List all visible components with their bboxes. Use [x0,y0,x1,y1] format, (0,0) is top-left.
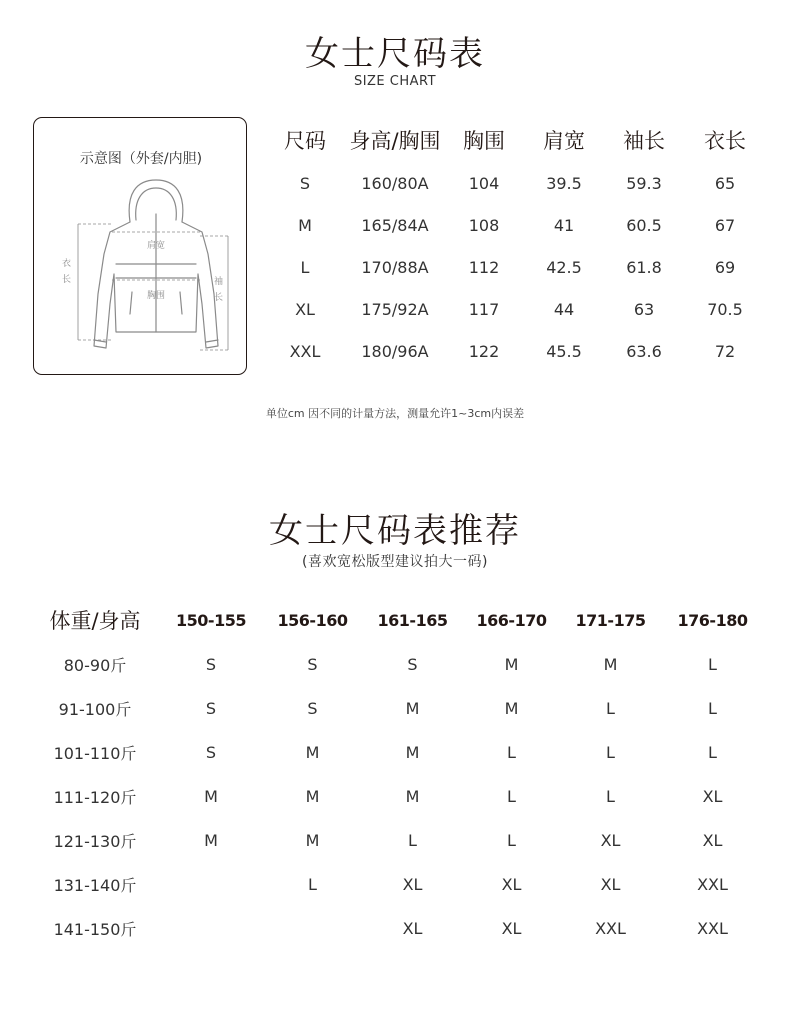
header-height-range: 156-160 [277,610,348,630]
size-cell: L [708,698,717,718]
size-cell: XXL [697,874,728,894]
table-cell: 69 [714,257,736,277]
size-cell: L [606,698,615,718]
size-cell [262,906,363,950]
size-cell: M [305,830,320,850]
header-weight-height: 体重/身高 [49,609,141,633]
size-cell [160,906,262,950]
header-height-range: 176-180 [677,610,748,630]
table-row [265,204,767,246]
size-cell: M [204,786,218,806]
table-cell: 108 [468,215,500,235]
table-cell: 44 [553,299,575,319]
table-row [265,288,767,330]
header-sleeve: 袖长 [623,129,665,153]
table-cell: 39.5 [546,173,582,193]
table-row [30,862,765,906]
table-row [30,686,765,730]
shoulder-label: 肩宽 [146,241,166,251]
size-cell: XL [402,874,423,894]
recommendation-header-row [30,598,765,642]
size-cell: L [606,742,615,762]
chest-label: 胸围 [146,291,166,301]
table-row [30,730,765,774]
size-cell: XL [702,830,723,850]
table-cell: 122 [468,341,500,361]
table-cell: 65 [714,173,736,193]
size-cell: XXL [595,918,626,938]
diagram-caption: 示意图（外套/内胆) [79,151,203,167]
weight-range-cell: 111-120斤 [53,787,137,807]
table-cell: L [300,257,310,277]
table-cell: 170/88A [361,257,429,277]
page-subtitle: SIZE CHART [353,74,437,89]
jacket-illustration [50,174,240,364]
table-row [265,162,767,204]
weight-range-cell: 101-110斤 [53,743,137,763]
table-cell: XL [295,299,315,319]
size-cell: S [307,654,318,674]
weight-range-cell: 141-150斤 [53,919,137,939]
size-cell: L [308,874,317,894]
table-cell: 67 [714,215,736,235]
page-title: 女士尺码表 [305,34,485,74]
size-cell: M [305,786,320,806]
table-cell: 160/80A [361,173,429,193]
size-cell: S [205,742,217,762]
size-cell: M [603,654,618,674]
size-cell: XL [600,830,621,850]
header-size: 尺码 [284,129,326,153]
garment-diagram [33,117,247,375]
size-cell: S [307,698,318,718]
size-chart-table [265,118,767,372]
size-cell: M [504,698,519,718]
header-height-range: 161-165 [377,610,448,630]
table-cell: 45.5 [546,341,582,361]
table-cell: 63.6 [626,341,662,361]
size-cell: XL [501,874,522,894]
size-cell: XXL [697,918,728,938]
table-cell: 104 [468,173,500,193]
weight-range-cell: 91-100斤 [58,699,132,719]
measurement-note: 单位cm 因不同的计量方法，测量允许1~3cm内误差 [265,407,525,420]
table-cell: 70.5 [707,299,743,319]
table-cell: 41 [553,215,575,235]
header-height-chest: 身高/胸围 [349,129,441,153]
header-height-range: 150-155 [176,610,246,630]
table-row [30,818,765,862]
size-cell: M [504,654,519,674]
weight-range-cell: 131-140斤 [53,875,137,895]
header-chest: 胸围 [463,129,505,153]
size-cell: XL [402,918,423,938]
table-cell: 180/96A [361,341,429,361]
table-cell: 175/92A [361,299,429,319]
recommendation-title: 女士尺码表推荐 [269,511,521,551]
size-cell: S [407,654,418,674]
size-cell: XL [501,918,522,938]
size-cell: XL [702,786,723,806]
table-cell: 42.5 [546,257,582,277]
recommendation-subtitle: (喜欢宽松版型建议拍大一码) [302,554,488,570]
size-cell: S [205,654,217,674]
table-row [265,330,767,372]
table-row [30,774,765,818]
size-cell: L [408,830,417,850]
table-cell: M [298,215,312,235]
size-cell [160,862,262,906]
table-cell: 60.5 [626,215,662,235]
size-cell: S [205,698,217,718]
table-cell: 63 [633,299,655,319]
header-shoulder: 肩宽 [543,129,585,153]
size-cell: M [405,698,420,718]
table-cell: 72 [714,341,736,361]
size-cell: L [507,786,516,806]
size-cell: L [606,786,615,806]
sleeve-label: 袖长 [214,277,224,303]
table-cell: 112 [468,257,500,277]
header-height-range: 166-170 [476,610,547,630]
table-cell: 165/84A [361,215,429,235]
table-cell: 59.3 [626,173,662,193]
table-cell: 61.8 [626,257,662,277]
length-label: 衣长 [62,259,72,285]
table-cell: XXL [289,341,321,361]
header-length: 衣长 [704,129,746,153]
size-cell: L [708,742,717,762]
table-cell: S [299,173,311,193]
size-cell: M [405,742,420,762]
size-cell: L [507,742,516,762]
size-cell: L [507,830,516,850]
weight-range-cell: 80-90斤 [63,655,127,675]
header-height-range: 171-175 [575,610,646,630]
table-row [30,906,765,950]
size-cell: XL [600,874,621,894]
table-row [265,246,767,288]
size-cell: L [708,654,717,674]
table-cell: 117 [468,299,500,319]
size-cell: M [204,830,218,850]
recommendation-table [30,598,765,950]
table-row [30,642,765,686]
size-cell: M [405,786,420,806]
size-cell: M [305,742,320,762]
size-chart-header-row [265,118,767,162]
weight-range-cell: 121-130斤 [53,831,137,851]
